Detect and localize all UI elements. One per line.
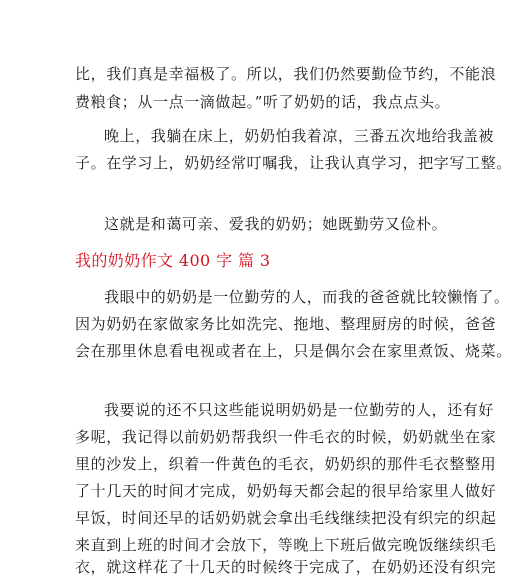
paragraph-line: 因为奶奶在家做家务比如洗完、拖地、整理厨房的时候，爸爸 <box>75 315 497 333</box>
paragraph-line: 里的沙发上，织着一件黄色的毛衣，奶奶织的那件毛衣整整用 <box>75 455 497 473</box>
paragraph-line: 这就是和蔼可亲、爱我的奶奶；她既勤劳又俭朴。 <box>104 215 448 233</box>
paragraph-line: 了十几天的时间才完成，奶奶每天都会起的很早给家里人做好 <box>75 482 497 500</box>
paragraph-line: 会在那里休息看电视或者在上，只是偶尔会在家里煮饭、烧菜。 <box>75 342 512 360</box>
paragraph-line: 衣，就这样花了十几天的时候终于完成了，在奶奶还没有织完 <box>75 558 497 576</box>
paragraph-line: 来直到上班的时间才会放下，等晚上下班后做完晚饭继续织毛 <box>75 536 497 554</box>
paragraph-line: 多呢，我记得以前奶奶帮我织一件毛衣的时候，奶奶就坐在家 <box>75 428 497 446</box>
paragraph-line: 比，我们真是幸福极了。所以，我们仍然要勤俭节约，不能浪 <box>75 65 497 83</box>
paragraph-line: 子。在学习上，奶奶经常叮嘱我，让我认真学习，把字写工整。 <box>75 154 512 172</box>
paragraph-line: 费粮食；从一点一滴做起。”听了奶奶的话，我点点头。 <box>75 93 451 111</box>
paragraph-line: 晚上，我躺在床上，奶奶怕我着凉，三番五次地给我盖被 <box>104 127 495 145</box>
paragraph-line: 早饭，时间还早的话奶奶就会拿出毛线继续把没有织完的织起 <box>75 509 497 527</box>
section-heading: 我的奶奶作文 400 字 篇 3 <box>75 251 271 270</box>
paragraph-line: 我眼中的奶奶是一位勤劳的人，而我的爸爸就比较懒惰了。 <box>104 288 510 306</box>
paragraph-line: 我要说的还不只这些能说明奶奶是一位勤劳的人，还有好 <box>104 401 495 419</box>
